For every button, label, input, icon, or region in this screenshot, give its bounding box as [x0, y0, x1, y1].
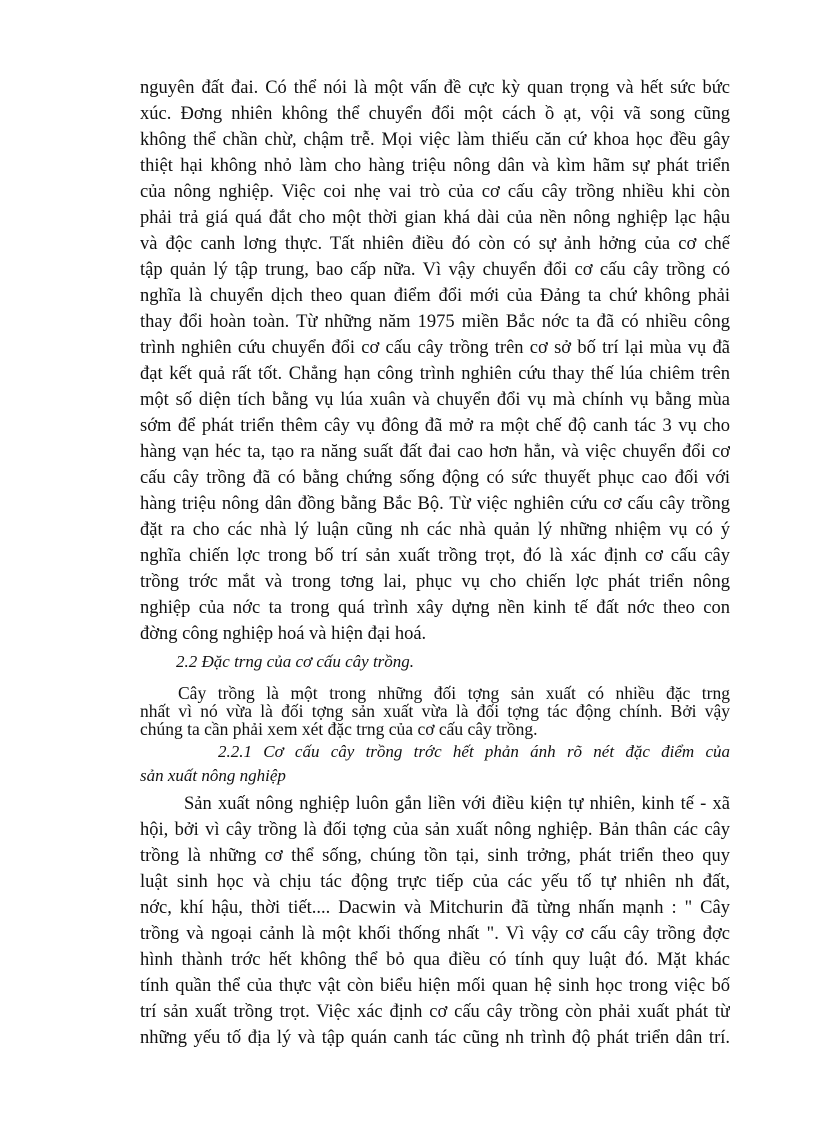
paragraph-1-line: tập quản lý tập trung, bao cấp nữa. Vì vậy chuyển đổi cơ cấu cây trồng có: [140, 260, 730, 280]
section-heading-2-2: 2.2 Đặc trng của cơ cấu cây trồng.: [176, 652, 415, 671]
paragraph-1-line: trồng trớc mắt và trong tơng lai, phục vụ cho chiến lợc phát triển nông: [140, 572, 730, 592]
paragraph-1-line: một số diện tích bằng vụ lúa xuân và chuyển đổi vụ mà chính vụ bằng mùa: [140, 390, 730, 410]
paragraph-1-line: đạt kết quả rất tốt. Chẳng hạn công trình nghiên cứu thay thế lúa chiêm trên: [140, 364, 730, 384]
paragraph-1-line: sớm để phát triển thêm cây vụ đông đã mở ra một chế độ canh tác 3 vụ cho: [140, 416, 730, 436]
paragraph-1-line: nghĩa chiến lợc trong bố trí sản xuất trồng trọt, đó là xác định cơ cấu cây: [140, 546, 730, 566]
paragraph-1-line: hàng vạn héc ta, tạo ra năng suất đất đai cao hơn hẳn, và việc chuyển đổi cơ: [140, 442, 730, 462]
paragraph-3-line: nớc, khí hậu, thời tiết.... Dacwin và Mitchurin đã từng nhấn mạnh : " Cây: [140, 898, 730, 918]
paragraph-3-line: trí sản xuất trồng trọt. Việc xác định cơ cấu cây trồng còn phải xuất phát từ: [140, 1002, 730, 1022]
paragraph-2-line: chúng ta cần phải xem xét đặc trng của cơ cấu cây trồng.: [140, 720, 538, 739]
paragraph-1-line: cấu cây trồng đã có bằng chứng sống động có sức thuyết phục cao đối với: [140, 468, 730, 488]
paragraph-1-line: hàng triệu nông dân đồng bằng Bắc Bộ. Từ việc nghiên cứu cơ cấu cây trồng: [140, 494, 730, 514]
paragraph-1-line: thay đổi hoàn toàn. Từ những năm 1975 miền Bắc nớc ta đã có nhiều công: [140, 312, 730, 332]
section-heading-2-2-1-continuation: sản xuất nông nghiệp: [140, 766, 286, 785]
paragraph-1-line: thiệt hại không nhỏ làm cho hàng triệu nông dân và kìm hãm sự phát triển: [140, 156, 730, 176]
paragraph-1-line: và độc canh lơng thực. Tất nhiên điều đó còn có sự ảnh hởng của cơ chế: [140, 234, 730, 254]
paragraph-3-line: hội, bởi vì cây trồng là đối tợng của sản xuất nông nghiệp. Bản thân các cây: [140, 820, 730, 840]
paragraph-3-line: trồng là những cơ thể sống, chúng tồn tại, sinh trởng, phát triển theo quy: [140, 846, 730, 866]
paragraph-1-line: nguyên đất đai. Có thể nói là một vấn đề cực kỳ quan trọng và hết sức bức: [140, 78, 730, 98]
paragraph-1-line: xúc. Đơng nhiên không thể chuyển đổi một cách ồ ạt, vội vã song cũng: [140, 104, 730, 124]
paragraph-3-line: tính quần thể của thực vật còn biểu hiện mối quan hệ sinh học trong việc bố: [140, 976, 730, 996]
paragraph-3-line: hình thành trớc hết không thể bỏ qua điều có tính quy luật đó. Mặt khác: [140, 950, 730, 970]
paragraph-3-line: luật sinh học và chịu tác động trực tiếp của các yếu tố tự nhiên nh đất,: [140, 872, 730, 892]
paragraph-1-line: phải trả giá quá đắt cho một thời gian khá dài của nền nông nghiệp lạc hậu: [140, 208, 730, 228]
paragraph-3-line: Sản xuất nông nghiệp luôn gắn liền với điều kiện tự nhiên, kinh tế - xã: [184, 794, 730, 814]
paragraph-3-line: những yếu tố địa lý và tập quán canh tác cũng nh trình độ phát triển dân trí.: [140, 1028, 730, 1048]
paragraph-2-line: Cây trồng là một trong những đối tợng sản xuất có nhiều đặc trng: [178, 684, 730, 703]
paragraph-2-line: nhất vì nó vừa là đối tợng sản xuất vừa là đối tợng tác động chính. Bởi vậy: [140, 702, 730, 721]
paragraph-1-line: nghiệp của nớc ta trong quá trình xây dựng nền kinh tế đất nớc theo con: [140, 598, 730, 618]
paragraph-1-line: của nông nghiệp. Việc coi nhẹ vai trò của cơ cấu cây trồng nhiều khi còn: [140, 182, 730, 202]
paragraph-3-line: trồng và ngoại cảnh là một khối thống nhất ". Vì vậy cơ cấu cây trồng đợc: [140, 924, 730, 944]
section-heading-2-2-1: 2.2.1 Cơ cấu cây trồng trớc hết phản ánh rõ nét đặc điểm của: [218, 742, 730, 761]
paragraph-1-line: trình nghiên cứu chuyển đổi cơ cấu cây trồng trên cơ sở bố trí lại mùa vụ đã: [140, 338, 730, 358]
paragraph-1-line: đờng công nghiệp hoá và hiện đại hoá.: [140, 624, 427, 644]
paragraph-1-line: đặt ra cho các nhà lý luận cũng nh các nhà quản lý những nhiệm vụ có ý: [140, 520, 730, 540]
paragraph-1-line: không thể chần chừ, chậm trễ. Mọi việc làm thiếu căn cứ khoa học đều gây: [140, 130, 730, 150]
paragraph-1-line: nghĩa là chuyển dịch theo quan điểm đổi mới của Đảng ta chứ không phải: [140, 286, 730, 306]
